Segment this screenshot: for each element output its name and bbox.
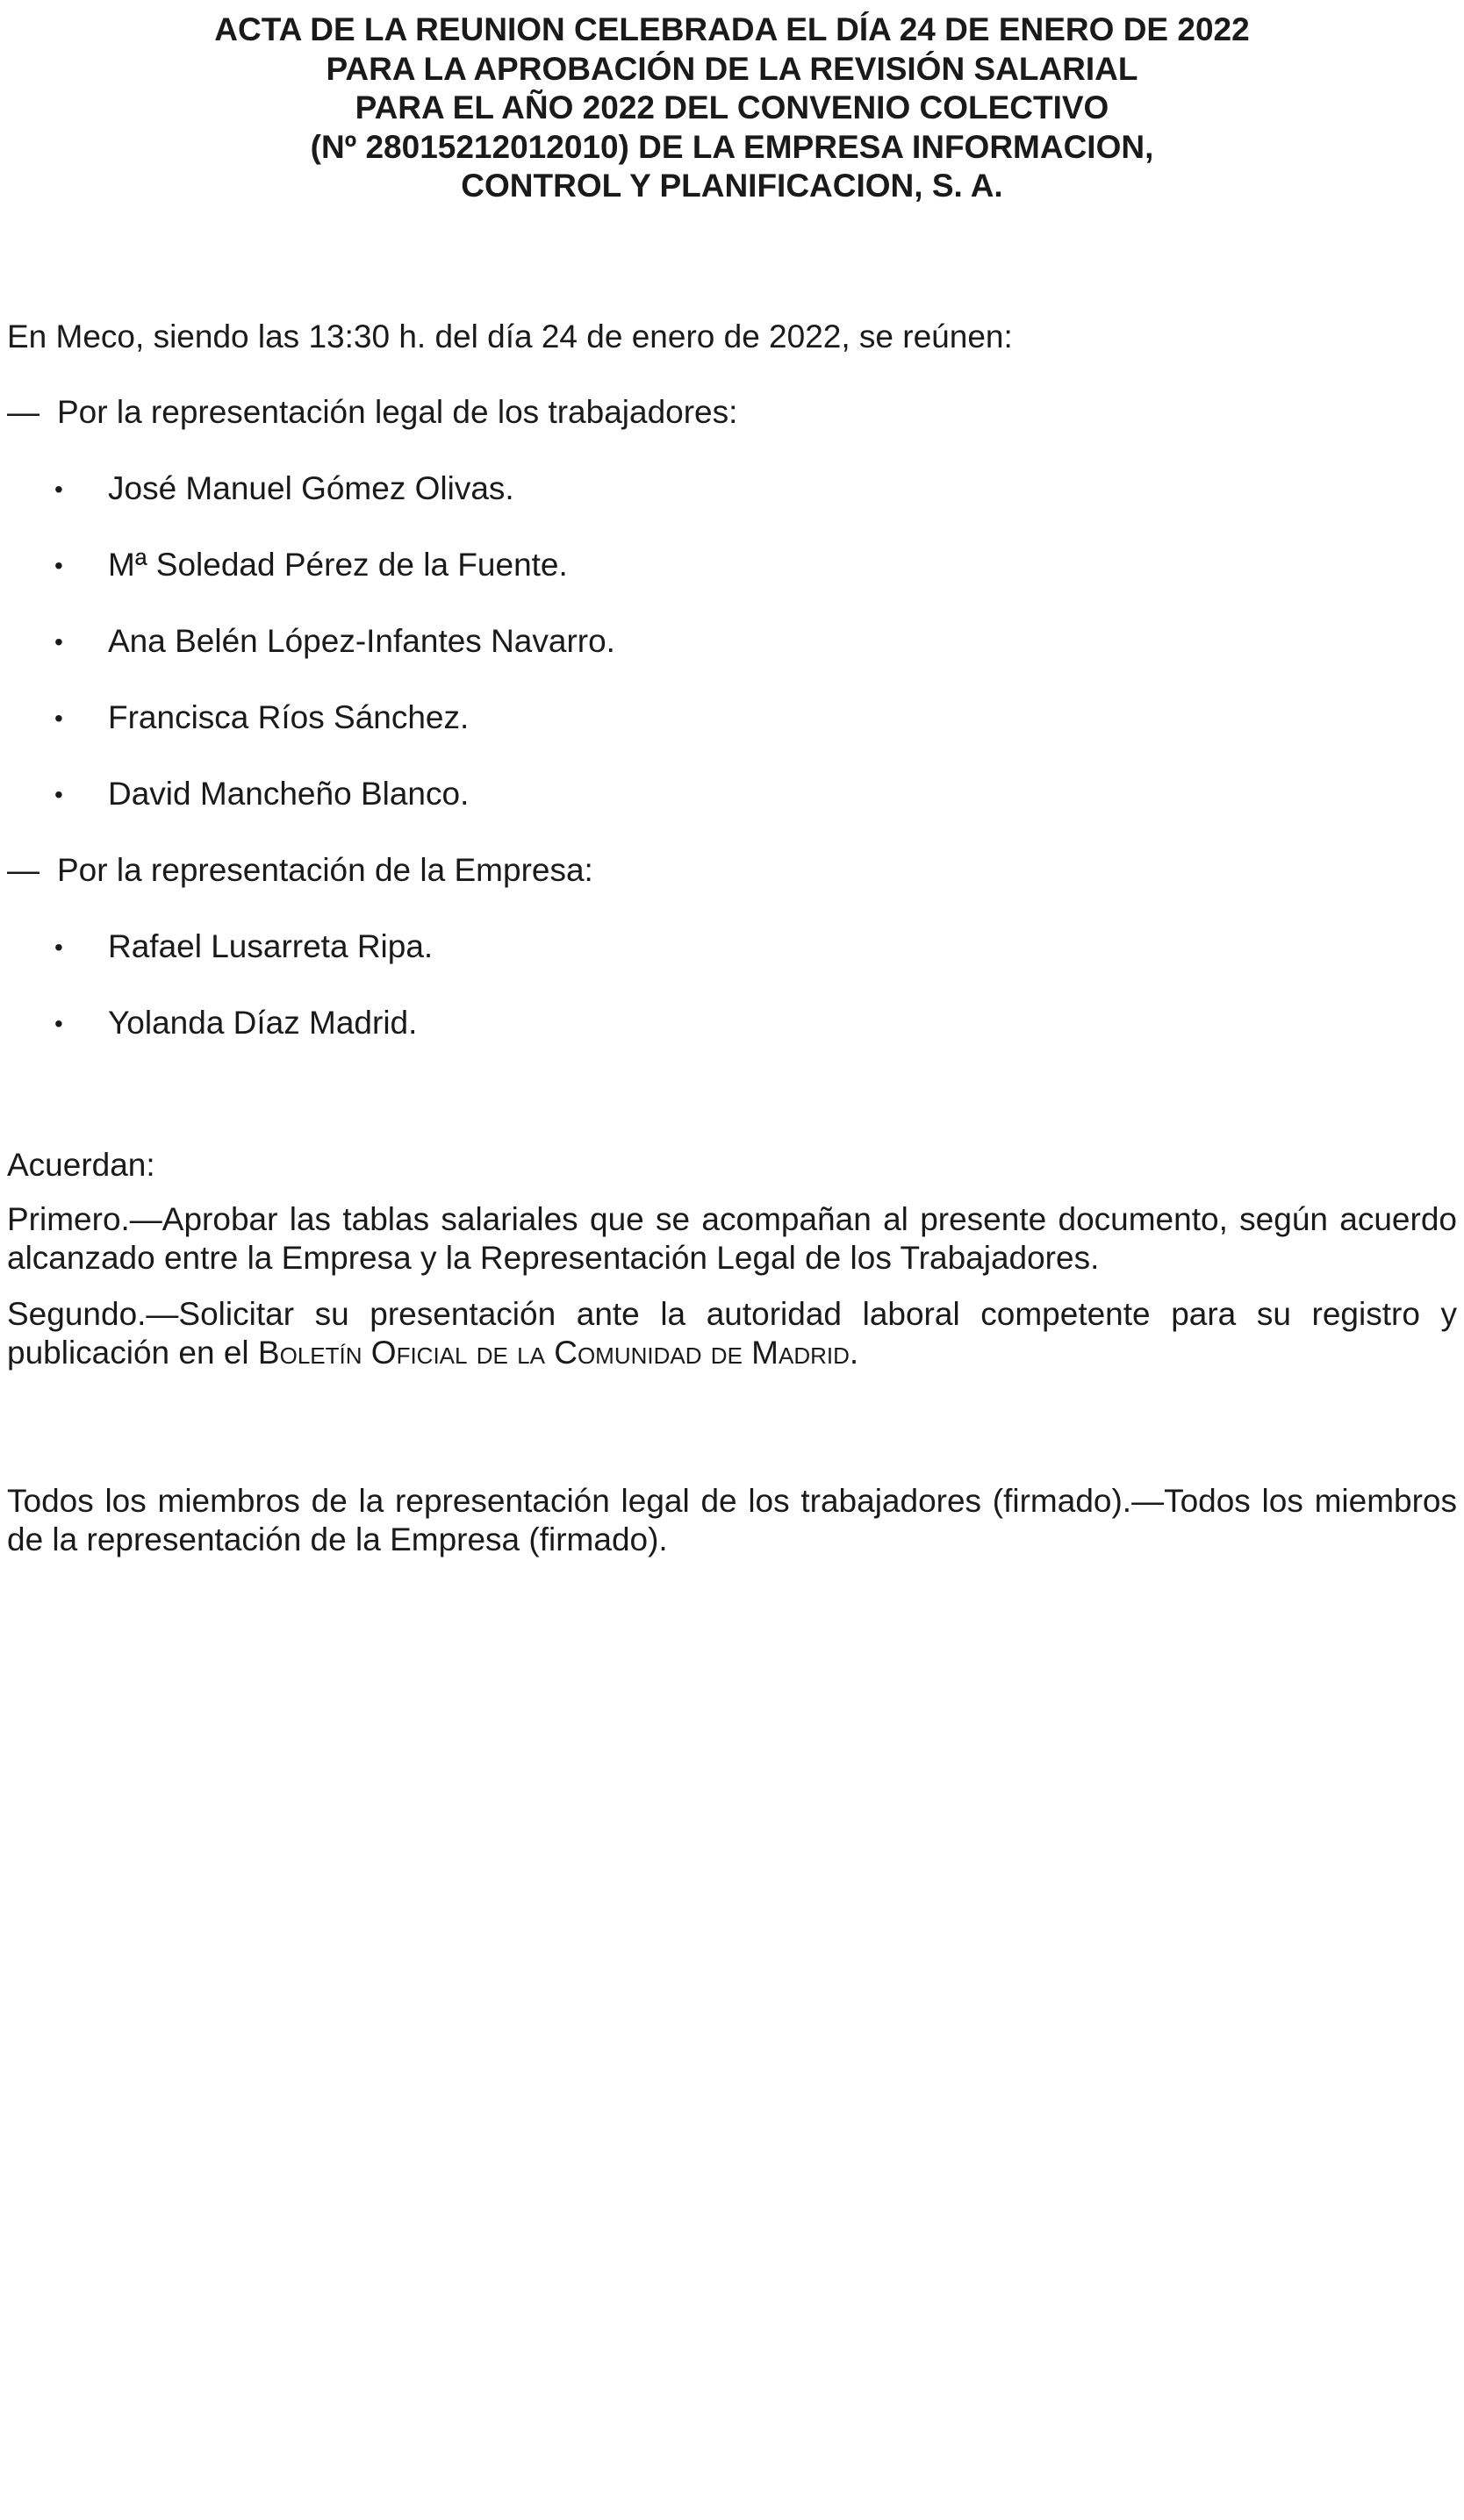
title-line: (Nº 28015212012010) DE LA EMPRESA INFORMACION, bbox=[310, 128, 1154, 165]
member-name: Mª Soledad Pérez de la Fuente. bbox=[108, 547, 568, 583]
bullet-icon: • bbox=[54, 781, 63, 808]
company-heading-text: Por la representación de la Empresa: bbox=[57, 852, 593, 888]
member-name: José Manuel Gómez Olivas. bbox=[108, 470, 514, 506]
title-line: PARA EL AÑO 2022 DEL CONVENIO COLECTIVO bbox=[355, 89, 1109, 125]
member-name: Yolanda Díaz Madrid. bbox=[108, 1005, 418, 1041]
bullet-icon: • bbox=[54, 628, 63, 655]
bullet-icon: • bbox=[54, 476, 63, 503]
company-group-heading bbox=[7, 851, 593, 890]
list-item bbox=[54, 1004, 417, 1043]
list-item bbox=[54, 469, 514, 509]
member-name: Ana Belén López-Infantes Navarro. bbox=[108, 623, 615, 659]
list-item bbox=[54, 698, 469, 738]
agreement-segundo bbox=[7, 1295, 1457, 1372]
title-line: PARA LA APROBACIÓN DE LA REVISIÓN SALARIAL bbox=[326, 50, 1138, 87]
segundo-text: Segundo.—Solicitar su presentación ante la autoridad laboral competente para su registro y publicación en el bbox=[7, 1296, 1457, 1371]
agreements-heading: Acuerdan: bbox=[7, 1147, 155, 1183]
agreement-primero: Primero.—Aprobar las tablas salariales que se acompañan al presente documento, según acuerdo alcanzado entre la Empresa y la Representación Legal de los Trabajadores. bbox=[7, 1201, 1457, 1276]
official-bulletin-name: Boletín Oficial de la Comunidad de Madrid bbox=[257, 1335, 850, 1371]
member-name: Francisca Ríos Sánchez. bbox=[108, 699, 470, 735]
bullet-icon: • bbox=[54, 552, 63, 579]
list-item bbox=[54, 622, 615, 662]
em-dash-marker: — bbox=[7, 852, 39, 888]
list-item bbox=[54, 775, 469, 814]
list-item bbox=[54, 927, 433, 967]
workers-heading-text: Por la representación legal de los trabajadores: bbox=[57, 394, 738, 430]
title-line: CONTROL Y PLANIFICACION, S. A. bbox=[461, 168, 1003, 204]
intro-paragraph: En Meco, siendo las 13:30 h. del día 24 de enero de 2022, se reúnen: bbox=[7, 319, 1013, 354]
bullet-icon: • bbox=[54, 934, 63, 961]
bullet-icon: • bbox=[54, 705, 63, 732]
bullet-icon: • bbox=[54, 1010, 63, 1037]
document-title bbox=[0, 11, 1464, 206]
list-item bbox=[54, 546, 568, 585]
em-dash-marker: — bbox=[7, 394, 39, 430]
signatures-paragraph: Todos los miembros de la representación legal de los trabajadores (firmado).—Todos los miembros de la representación de la Empresa (firmado). bbox=[7, 1483, 1457, 1557]
title-line: ACTA DE LA REUNION CELEBRADA EL DÍA 24 DE ENERO DE 2022 bbox=[214, 11, 1250, 47]
segundo-end: . bbox=[849, 1335, 859, 1371]
member-name: David Mancheño Blanco. bbox=[108, 776, 470, 812]
workers-group-heading bbox=[7, 393, 737, 432]
member-name: Rafael Lusarreta Ripa. bbox=[108, 928, 434, 964]
